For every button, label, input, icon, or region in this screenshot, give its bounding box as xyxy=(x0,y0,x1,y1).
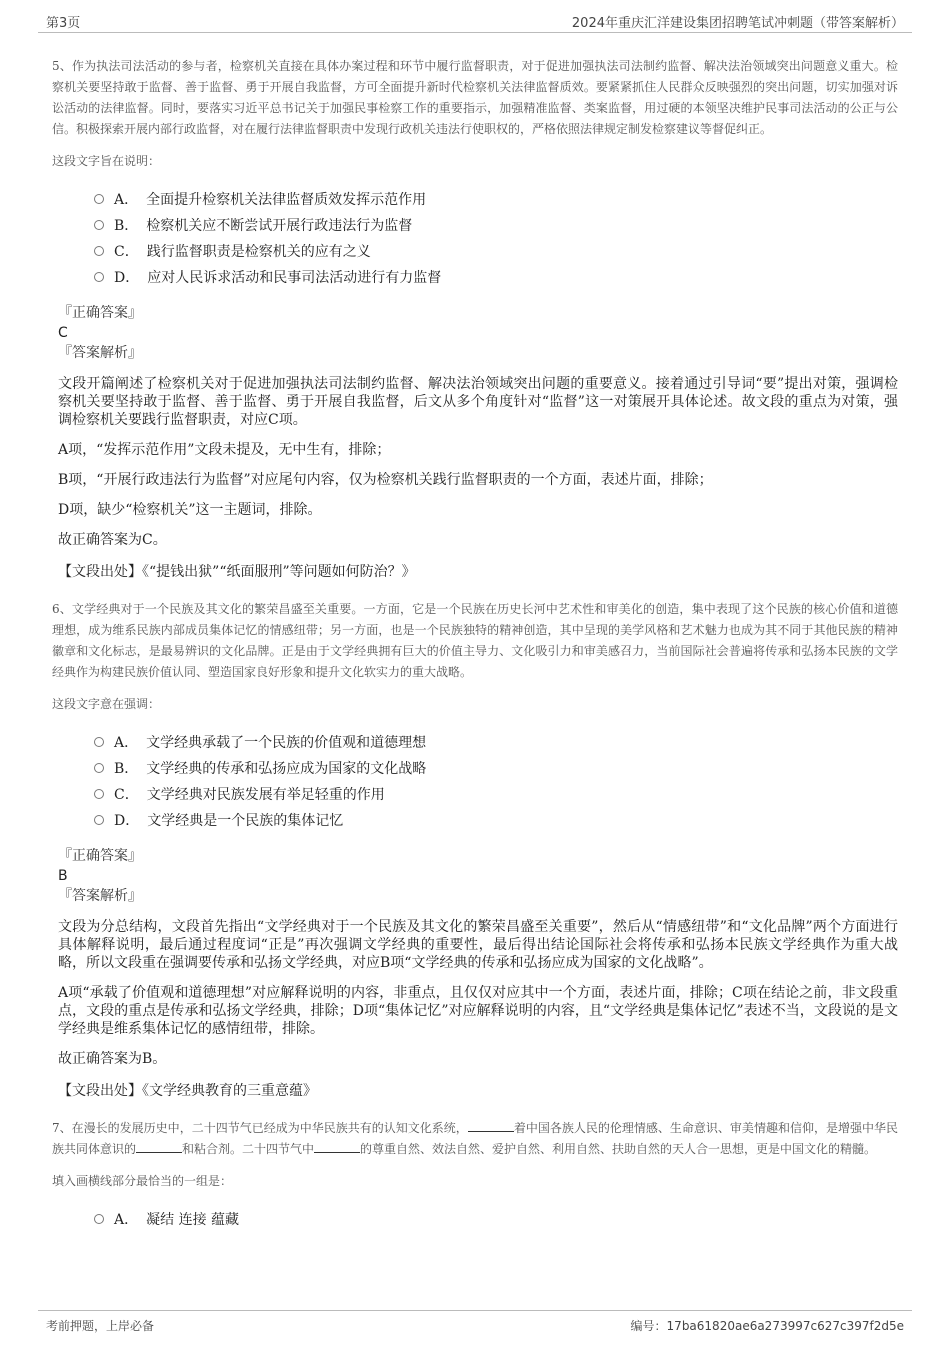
analysis-paragraph: 文段开篇阐述了检察机关对于促进加强执法司法制约监督、解决法治领域突出问题的重要意义。接着通过引导词“要”提出对策，强调检察机关要坚持敢于监督、善于监督、勇于开展自我监督，后文从多个角度针对“监督”这一对策展开具体论述。故文段的重点为对策，强调检察机关要践行监督职责，对应C项。 xyxy=(58,376,898,428)
question-stem: 7、在漫长的发展历史中，二十四节气已经成为中华民族共有的认知文化系统， 着中国各族人民的伦理情感、生命意识、审美情趣和信仰，是增强中华民族共同体意识的 和粘合剂。二十四节气中 的尊重自然、效法自然、爱护自然、利用自然、扶助自然的天人合一思想，更是中国文化的精髓。 xyxy=(52,1121,898,1156)
radio-icon[interactable] xyxy=(94,246,104,256)
radio-icon[interactable] xyxy=(94,737,104,747)
analysis-paragraph: A项“承载了价值观和道德理想”对应解释说明的内容，非重点，且仅仅对应其中一个方面，表述片面，排除；C项在结论之前，非文段重点，文段的重点是传承和弘扬文学经典，排除；D项“集体记忆”对应解释说明的内容，且“文学经典是集体记忆”表述不当，文段说的是文学经典是维系集体记忆的感情纽带，排除。 xyxy=(58,985,898,1037)
answer-label: 『正确答案』 xyxy=(58,305,142,321)
answer-label: 『正确答案』 xyxy=(58,848,142,864)
question-prompt: 填入画横线部分最恰当的一组是： xyxy=(52,1174,233,1188)
radio-icon[interactable] xyxy=(94,789,104,799)
option-c[interactable]: C． 文学经典对民族发展有举足轻重的作用 xyxy=(94,782,898,808)
option-a[interactable]: A． 全面提升检察机关法律监督质效发挥示范作用 xyxy=(94,187,898,213)
analysis-label: 『答案解析』 xyxy=(58,888,142,904)
option-a[interactable]: A． 文学经典承载了一个民族的价值观和道德理想 xyxy=(94,730,898,756)
radio-icon[interactable] xyxy=(94,1214,104,1224)
document-title: 2024年重庆汇洋建设集团招聘笔试冲刺题（带答案解析） xyxy=(571,16,904,31)
main-content xyxy=(52,56,898,1245)
radio-icon[interactable] xyxy=(94,194,104,204)
question-6 xyxy=(52,599,898,1100)
answer-value: B xyxy=(58,868,68,884)
option-d[interactable]: D． 文学经典是一个民族的集体记忆 xyxy=(94,808,898,834)
question-stem: 6、文学经典对于一个民族及其文化的繁荣昌盛至关重要。一方面，它是一个民族在历史长河中艺术性和审美化的创造，集中表现了这个民族的核心价值和道德理想，成为维系民族内部成员集体记忆的情感纽带；另一方面，也是一个民族独特的精神创造，其中呈现的美学风格和艺术魅力也成为其不同于其他民族的精神徽章和文化标志，是最易辨识的文化品牌。正是由于文学经典拥有巨大的价值主导力、文化吸引力和审美感召力，当前国际社会普遍将传承和弘扬本民族的文学经典作为构建民族价值认同、塑造国家良好形象和提升文化软实力的重大战略。 xyxy=(52,602,898,679)
question-prompt: 这段文字旨在说明： xyxy=(52,154,161,168)
question-5 xyxy=(52,56,898,581)
question-stem: 5、作为执法司法活动的参与者，检察机关直接在具体办案过程和环节中履行监督职责，对于促进加强执法司法制约监督、解决法治领域突出问题意义重大。检察机关要坚持敢于监督、善于监督、勇于开展自我监督，方可全面提升新时代检察机关法律监督质效。要紧紧抓住人民群众反映强烈的突出问题，切实加强对诉讼活动的法律监督。同时，要落实习近平总书记关于加强民事检察工作的重要指示，加强精准监督、类案监督，用过硬的本领坚决维护民事司法活动的公正与公信。积极探索开展内部行政监督，对在履行法律监督职责中发现行政机关违法行使职权的，严格依照法律规定制发检察建议等督促纠正。 xyxy=(52,59,898,136)
radio-icon[interactable] xyxy=(94,220,104,230)
radio-icon[interactable] xyxy=(94,272,104,282)
question-7 xyxy=(52,1118,898,1233)
analysis-paragraph: D项，缺少“检察机关”这一主题词，排除。 xyxy=(58,502,322,518)
analysis-paragraph: 故正确答案为C。 xyxy=(58,532,167,548)
analysis-paragraph: A项，“发挥示范作用”文段未提及，无中生有，排除； xyxy=(58,442,391,458)
page-number: 第3页 xyxy=(46,16,81,31)
footer-slogan: 考前押题，上岸必备 xyxy=(46,1319,155,1333)
fill-blank xyxy=(468,1119,514,1132)
question-prompt: 这段文字意在强调： xyxy=(52,697,161,711)
option-d[interactable]: D． 应对人民诉求活动和民事司法活动进行有力监督 xyxy=(94,265,898,291)
fill-blank xyxy=(136,1140,182,1153)
document-id: 编号：17ba61820ae6a273997c627c397f2d5e xyxy=(630,1319,904,1333)
page-footer xyxy=(38,1310,912,1335)
option-list xyxy=(94,187,898,291)
option-list xyxy=(94,1207,898,1233)
analysis-label: 『答案解析』 xyxy=(58,345,142,361)
option-b[interactable]: B． 文学经典的传承和弘扬应成为国家的文化战略 xyxy=(94,756,898,782)
radio-icon[interactable] xyxy=(94,763,104,773)
fill-blank xyxy=(314,1140,360,1153)
analysis-paragraph: B项，“开展行政违法行为监督”对应尾句内容，仅为检察机关践行监督职责的一个方面，表述片面，排除； xyxy=(58,472,713,488)
page-header xyxy=(38,8,912,33)
option-list xyxy=(94,730,898,834)
source-citation: 【文段出处】《“提钱出狱”“纸面服刑”等问题如何防治？》 xyxy=(58,564,416,580)
source-citation: 【文段出处】《文学经典教育的三重意蕴》 xyxy=(58,1083,317,1099)
option-b[interactable]: B． 检察机关应不断尝试开展行政违法行为监督 xyxy=(94,213,898,239)
option-a[interactable]: A． 凝结 连接 蕴藏 xyxy=(94,1207,898,1233)
option-c[interactable]: C． 践行监督职责是检察机关的应有之义 xyxy=(94,239,898,265)
analysis-paragraph: 故正确答案为B。 xyxy=(58,1051,167,1067)
radio-icon[interactable] xyxy=(94,815,104,825)
analysis-paragraph: 文段为分总结构，文段首先指出“文学经典对于一个民族及其文化的繁荣昌盛至关重要”，然后从“情感纽带”和“文化品牌”两个方面进行具体解释说明，最后通过程度词“正是”再次强调文学经典的重要性，最后得出结论国际社会将传承和弘扬本民族文学经典作为重大战略，所以文段重在强调要传承和弘扬文学经典，对应B项“文学经典的传承和弘扬应成为国家的文化战略”。 xyxy=(58,919,898,971)
answer-value: C xyxy=(58,325,68,341)
